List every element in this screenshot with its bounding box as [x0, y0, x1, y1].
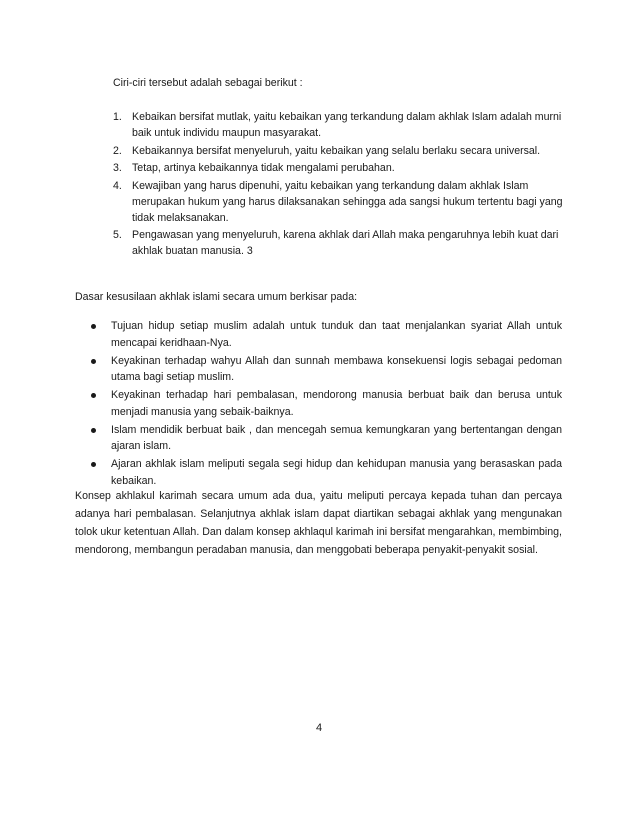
item-number: 1. [113, 111, 122, 123]
numbered-item [113, 143, 563, 159]
item-text: Kebaikan bersifat mutlak, yaitu kebaikan yang terkandung dalam akhlak Islam adalah murni baik untuk individu maupun masyarakat. [132, 111, 562, 139]
item-number: 3. [113, 162, 122, 174]
bullet-list [90, 318, 562, 491]
bullet-item [90, 422, 562, 455]
item-text: Kebaikannya bersifat menyeluruh, yaitu kebaikan yang selalu berlaku secara universal. [132, 144, 541, 157]
numbered-list [113, 109, 563, 261]
item-text: Kewajiban yang harus dipenuhi, yaitu kebaikan yang terkandung dalam akhlak Islam merupakan hukum yang harus dilaksanakan sehingga ada sangsi hukum tertentu bagi yang tidak melaksanakan. [132, 179, 563, 224]
item-text: Pengawasan yang menyeluruh, karena akhlak dari Allah maka pengaruhnya lebih kuat dari akhlak buatan manusia. 3 [132, 229, 559, 257]
numbered-item [113, 160, 563, 176]
numbered-item [113, 178, 563, 226]
bullet-dot-icon [91, 324, 96, 329]
bullet-item [90, 456, 562, 489]
concluding-paragraph: Konsep akhlakul karimah secara umum ada dua, yaitu meliputi percaya kepada tuhan dan percaya adanya hari pembalasan. Selanjutnya akhlak islam dapat diartikan sebagai akhlak yang mengunakan tolok ukur ketentuan Allah. Dan dalam konsep akhlaqul karimah ini bersifat mengarahkan, membimbing, mendorong, membangun peradaban manusia, dan menggobati beberapa penyakit-penyakit sosial. [75, 490, 562, 556]
bullet-text: Ajaran akhlak islam meliputi segala segi hidup dan kehidupan manusia yang berasaskan pada kebaikan. [111, 458, 562, 487]
bullet-item [90, 387, 562, 420]
page-number: 4 [315, 722, 323, 734]
bullet-item [90, 318, 562, 351]
bullet-dot-icon [91, 462, 96, 467]
bullet-item [90, 353, 562, 386]
bullet-dot-icon [91, 393, 96, 398]
bullet-dot-icon [91, 428, 96, 433]
bullet-dot-icon [91, 359, 96, 364]
bullet-text: Keyakinan terhadap hari pembalasan, mendorong manusia berbuat baik dan berusa untuk menjadi manusia yang sebaik-baiknya. [111, 389, 562, 418]
bullet-text: Tujuan hidup setiap muslim adalah untuk tunduk dan taat menjalankan syariat Allah untuk mencapai keridhaan-Nya. [111, 320, 562, 349]
item-number: 4. [113, 179, 122, 192]
numbered-item [113, 227, 563, 259]
item-text: Tetap, artinya kebaikannya tidak mengalami perubahan. [132, 162, 395, 174]
section-lead-text: Dasar kesusilaan akhlak islami secara umum berkisar pada: [75, 291, 358, 303]
intro-text: Ciri-ciri tersebut adalah sebagai berikut : [113, 77, 303, 89]
item-number: 2. [113, 144, 122, 157]
bullet-text: Islam mendidik berbuat baik , dan mencegah semua kemungkaran yang bertentangan dengan ajaran islam. [111, 423, 562, 452]
item-number: 5. [113, 229, 122, 241]
numbered-item [113, 109, 563, 141]
bullet-text: Keyakinan terhadap wahyu Allah dan sunnah membawa konsekuensi logis sebagai pedoman utama bagi setiap muslim. [111, 354, 562, 383]
